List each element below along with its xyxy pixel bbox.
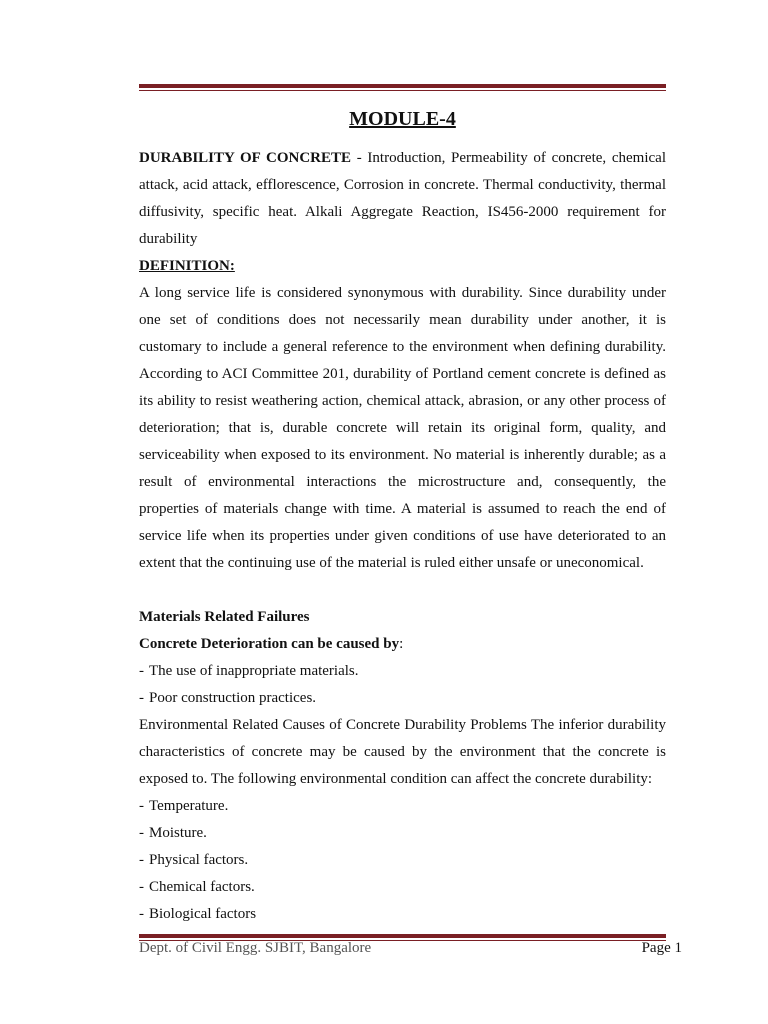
list-dash: - <box>139 663 144 679</box>
list-dash: - <box>139 852 144 868</box>
list-dash: - <box>139 690 144 706</box>
page-title: MODULE-4 <box>349 108 456 130</box>
list-item <box>139 820 666 847</box>
footer-department: Dept. of Civil Engg. SJBIT, Bangalore <box>139 940 372 956</box>
definition-paragraph: A long service life is considered synonymous with durability. Since durability under one set of conditions does not necessarily mean durability under another, it is customary to include a general reference to the environment when defining durability. According to ACI Committee 201, durability of Portland cement concrete is defined as its ability to resist weathering action, chemical attack, abrasion, or any other process of deterioration; that is, durable concrete will retain its original form, quality, and serviceability when exposed to its environment. No material is inherently durable; as a result of environmental interactions the microstructure and, consequently, the properties of materials change with time. A material is assumed to reach the end of service life when its properties under given conditions of use have deteriorated to an extent that the continuing use of the material is ruled either unsafe or uneconomical. <box>139 285 666 571</box>
list-dash: - <box>139 798 144 814</box>
intro-heading: DURABILITY OF CONCRETE <box>139 150 352 166</box>
page-number: Page 1 <box>641 940 682 956</box>
environment-paragraph: Environmental Related Causes of Concrete Durability Problems The inferior durability characteristics of concrete may be caused by the environment that the concrete is exposed to. The following environmental condition can affect the concrete durability: <box>139 717 666 787</box>
list-item <box>139 901 666 928</box>
definition-heading: DEFINITION: <box>139 258 235 274</box>
failures-heading: Materials Related Failures <box>139 609 310 625</box>
list-item-text: Temperature. <box>149 798 229 814</box>
list-dash: - <box>139 879 144 895</box>
list-item-text: Moisture. <box>149 825 207 841</box>
list-item-text: The use of inappropriate materials. <box>149 663 359 679</box>
document-body <box>139 145 666 928</box>
list-item-text: Physical factors. <box>149 852 249 868</box>
list-item <box>139 847 666 874</box>
definition-heading-line <box>139 253 666 280</box>
list-dash: - <box>139 906 144 922</box>
list-item-text: Poor construction practices. <box>149 690 317 706</box>
intro-text: - Introduction, Permeability of concrete, chemical attack, acid attack, efflorescence, Corrosion in concrete. Thermal conductivity, thermal diffusivity, specific heat. Alkali Aggregate Reaction, IS456-2000 requirement for durability <box>139 150 666 247</box>
header-rule <box>139 84 666 91</box>
failures-subheading-line <box>139 631 666 658</box>
failures-subheading: Concrete Deterioration can be caused by <box>139 636 400 652</box>
list-item-text: Biological factors <box>149 906 257 922</box>
failures-subheading-colon: : <box>399 636 404 652</box>
intro-paragraph <box>139 145 666 253</box>
failures-heading-line <box>139 604 666 631</box>
section-spacer <box>139 577 666 604</box>
list-item <box>139 793 666 820</box>
list-item-text: Chemical factors. <box>149 879 255 895</box>
list-dash: - <box>139 825 144 841</box>
list-item <box>139 874 666 901</box>
list-item <box>139 658 666 685</box>
list-item <box>139 685 666 712</box>
